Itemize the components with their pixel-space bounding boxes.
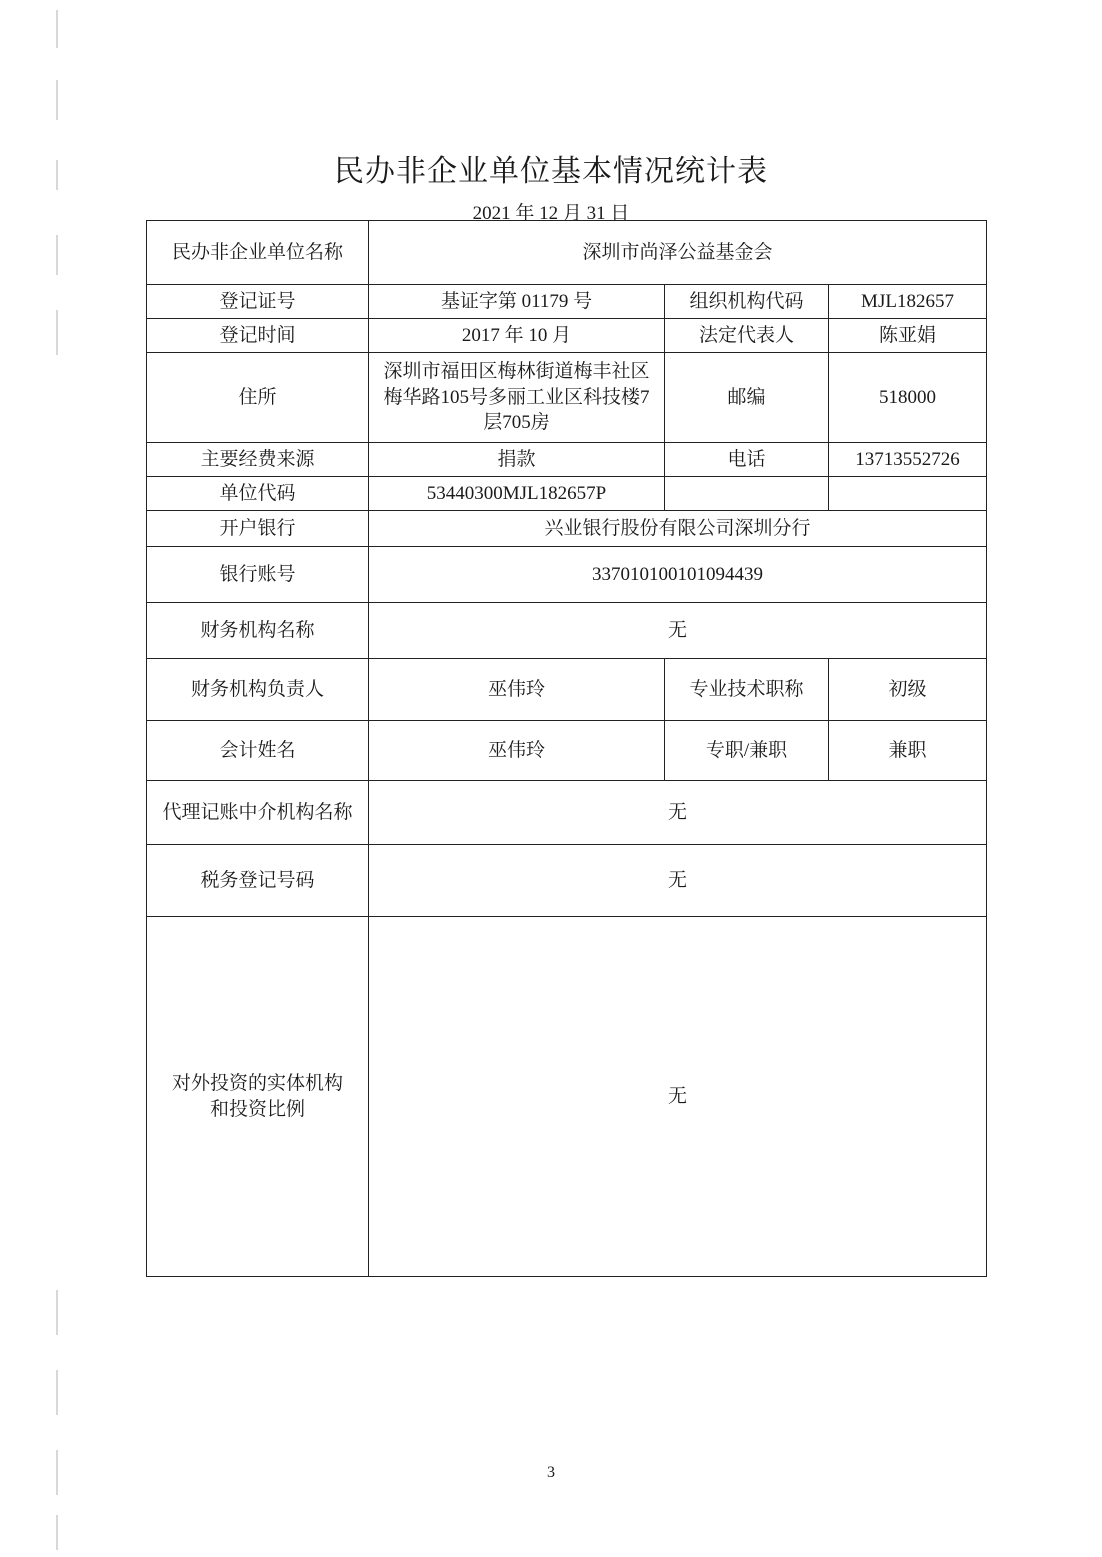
field-value: 兼职	[829, 721, 987, 781]
table-row	[147, 511, 987, 547]
field-value: 巫伟玲	[369, 659, 665, 721]
field-value: 陈亚娟	[829, 319, 987, 353]
field-label: 代理记账中介机构名称	[147, 781, 369, 845]
field-label: 住所	[147, 353, 369, 443]
field-label: 组织机构代码	[665, 285, 829, 319]
document-title: 民办非企业单位基本情况统计表	[334, 155, 768, 188]
binding-mark	[56, 1515, 58, 1550]
table-row	[147, 477, 987, 511]
field-value: MJL182657	[829, 285, 987, 319]
report-date: 2021 年 12 月 31 日	[472, 203, 630, 224]
field-value: 深圳市福田区梅林街道梅丰社区梅华路105号多丽工业区科技楼7层705房	[369, 353, 665, 443]
field-value: 无	[369, 603, 987, 659]
field-label: 专职/兼职	[665, 721, 829, 781]
field-value: 兴业银行股份有限公司深圳分行	[369, 511, 987, 547]
binding-mark	[56, 10, 58, 48]
table-row	[147, 659, 987, 721]
field-value: 13713552726	[829, 443, 987, 477]
field-label: 开户银行	[147, 511, 369, 547]
field-value: 53440300MJL182657P	[369, 477, 665, 511]
field-label: 邮编	[665, 353, 829, 443]
field-value: 无	[369, 781, 987, 845]
binding-mark	[56, 310, 58, 355]
table-row	[147, 443, 987, 477]
field-value: 捐款	[369, 443, 665, 477]
field-label: 财务机构名称	[147, 603, 369, 659]
field-value: 无	[369, 917, 987, 1277]
field-label: 主要经费来源	[147, 443, 369, 477]
field-label: 法定代表人	[665, 319, 829, 353]
page-number: 3	[547, 1464, 555, 1481]
table-row	[147, 319, 987, 353]
binding-mark	[56, 80, 58, 120]
field-value: 337010100101094439	[369, 547, 987, 603]
table-row	[147, 845, 987, 917]
table-row	[147, 285, 987, 319]
table-row	[147, 603, 987, 659]
field-label: 专业技术职称	[665, 659, 829, 721]
empty-cell	[665, 477, 829, 511]
field-value: 初级	[829, 659, 987, 721]
table-row	[147, 721, 987, 781]
field-label: 财务机构负责人	[147, 659, 369, 721]
field-label: 会计姓名	[147, 721, 369, 781]
field-value: 无	[369, 845, 987, 917]
field-label: 民办非企业单位名称	[147, 221, 369, 285]
field-value: 深圳市尚泽公益基金会	[369, 221, 987, 285]
table-row	[147, 221, 987, 285]
field-value: 基证字第 01179 号	[369, 285, 665, 319]
table-row	[147, 547, 987, 603]
info-table	[146, 220, 987, 1277]
field-label: 登记时间	[147, 319, 369, 353]
binding-mark	[56, 235, 58, 275]
field-value: 518000	[829, 353, 987, 443]
field-value: 2017 年 10 月	[369, 319, 665, 353]
field-label: 登记证号	[147, 285, 369, 319]
field-label: 银行账号	[147, 547, 369, 603]
field-value: 巫伟玲	[369, 721, 665, 781]
empty-cell	[829, 477, 987, 511]
field-label: 电话	[665, 443, 829, 477]
table-row	[147, 917, 987, 1277]
field-label: 单位代码	[147, 477, 369, 511]
binding-mark	[56, 1370, 58, 1415]
table-row	[147, 353, 987, 443]
table-row	[147, 781, 987, 845]
field-label: 对外投资的实体机构和投资比例	[147, 917, 369, 1277]
binding-mark	[56, 1290, 58, 1335]
field-label: 税务登记号码	[147, 845, 369, 917]
